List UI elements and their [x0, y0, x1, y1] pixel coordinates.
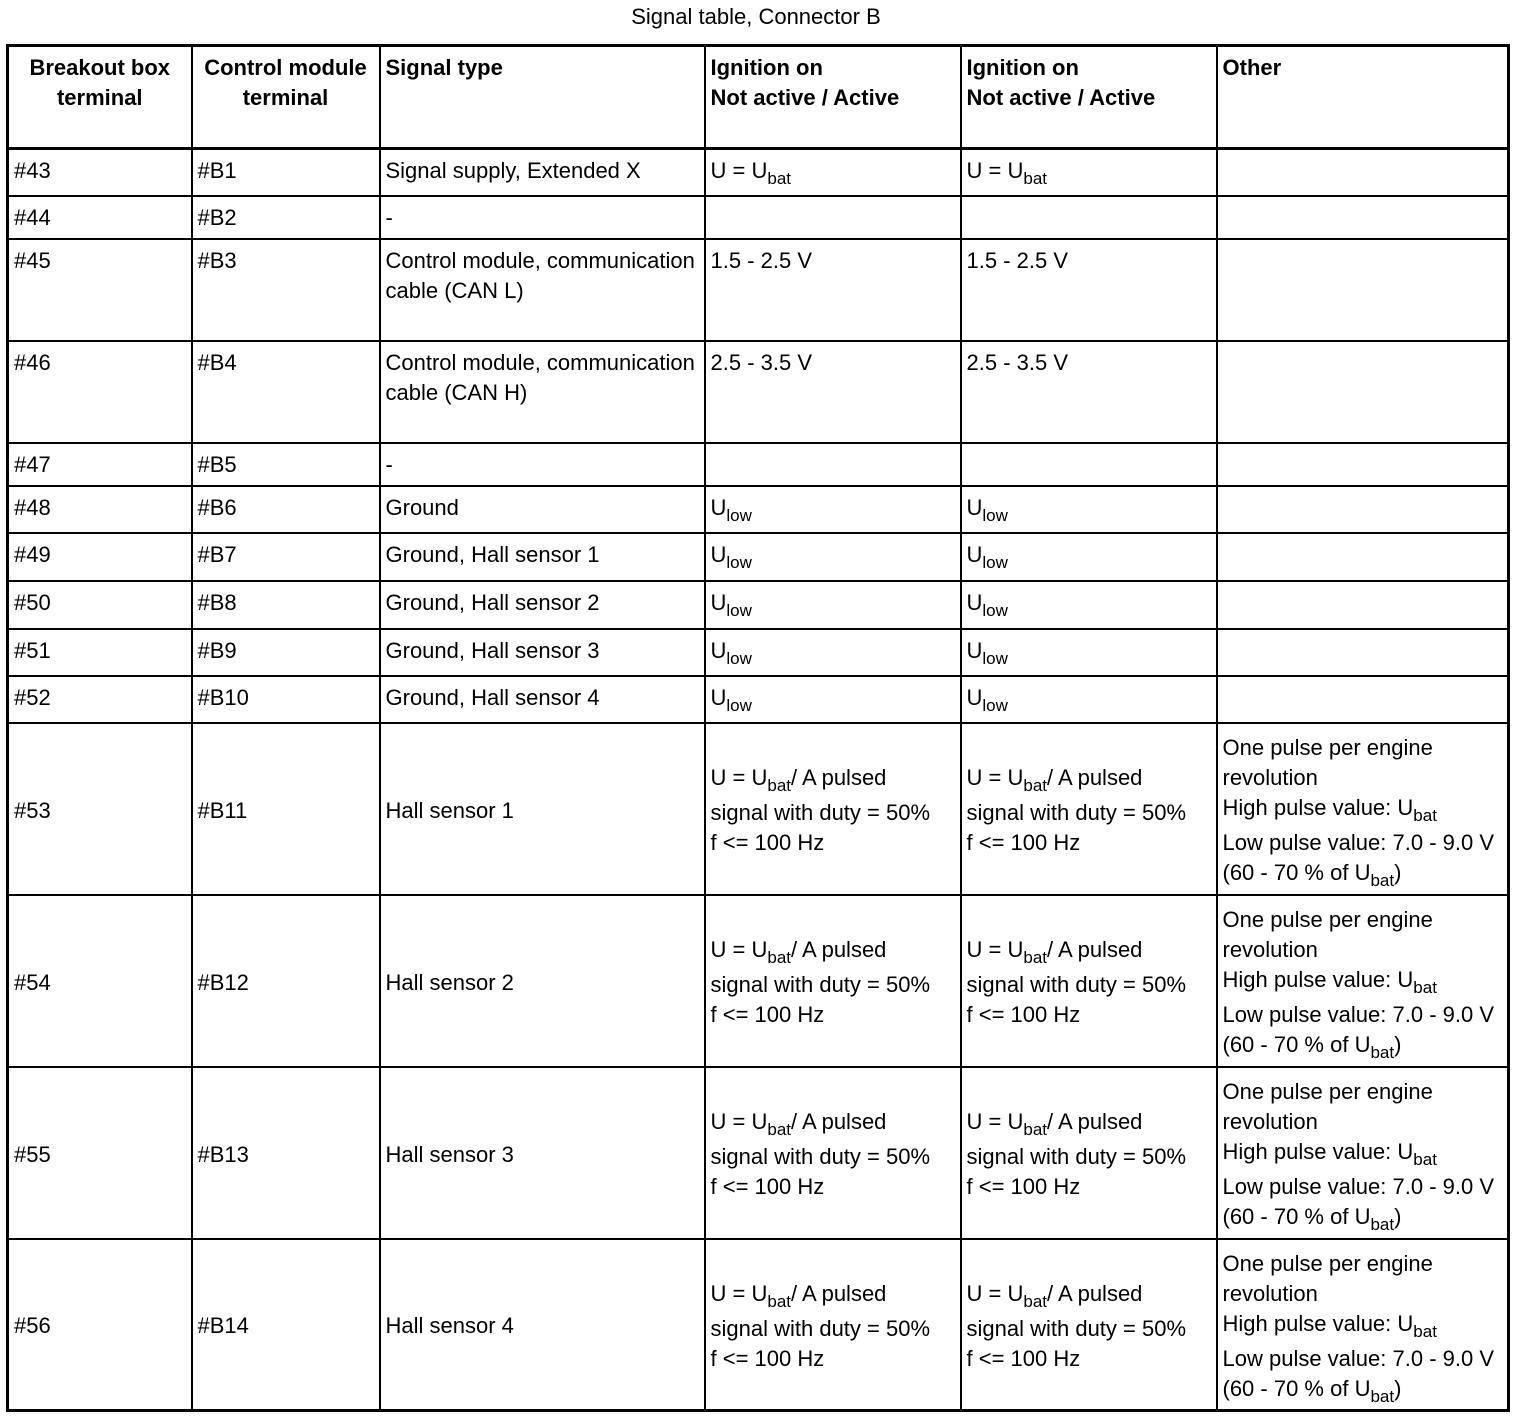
- breakout-cell: #48: [8, 486, 192, 533]
- table-row: [8, 239, 1509, 341]
- signal-cell: -: [380, 196, 705, 239]
- signal-cell: Hall sensor 3: [380, 1067, 705, 1239]
- other-cell: [1217, 341, 1509, 443]
- control-cell: #B14: [192, 1239, 380, 1411]
- header-ign1-line1: Ignition on: [710, 55, 823, 80]
- other-cell: One pulse per engine revolution High pulse value: $U_{bat}$ Low pulse value: 7.0 - 9.0 V (60 - 70 % of $U_{bat}$): [1217, 895, 1509, 1067]
- table-row: [8, 443, 1509, 486]
- breakout-cell: #46: [8, 341, 192, 443]
- other-cell: [1217, 629, 1509, 676]
- signal-table: [6, 44, 1510, 1412]
- signal-cell: Ground, Hall sensor 3: [380, 629, 705, 676]
- control-cell: #B10: [192, 676, 380, 723]
- ign2-cell: 1.5 - 2.5 V: [961, 239, 1217, 341]
- breakout-cell: #53: [8, 723, 192, 895]
- signal-cell: Ground, Hall sensor 1: [380, 533, 705, 581]
- control-cell: #B8: [192, 581, 380, 629]
- signal-cell: Control module, communication cable (CAN L): [380, 239, 705, 341]
- other-cell: [1217, 149, 1509, 196]
- header-ignition-on-1: [705, 46, 961, 149]
- table-row: [8, 149, 1509, 196]
- control-cell: #B5: [192, 443, 380, 486]
- ign1-cell: 2.5 - 3.5 V: [705, 341, 961, 443]
- ign2-cell: $U_{low}$: [961, 581, 1217, 629]
- ign2-cell: 2.5 - 3.5 V: [961, 341, 1217, 443]
- breakout-cell: #44: [8, 196, 192, 239]
- header-other: Other: [1217, 46, 1509, 149]
- ign1-cell: $U = U_{bat}/$ A pulsed signal with duty = 50% f <= 100 Hz: [705, 1239, 961, 1411]
- signal-cell: Signal supply, Extended X: [380, 149, 705, 196]
- control-cell: #B6: [192, 486, 380, 533]
- signal-cell: Hall sensor 4: [380, 1239, 705, 1411]
- other-cell: [1217, 443, 1509, 486]
- control-cell: #B4: [192, 341, 380, 443]
- breakout-cell: #50: [8, 581, 192, 629]
- table-row: [8, 486, 1509, 533]
- ign1-cell: $U = U_{bat}$: [705, 149, 961, 196]
- ign2-cell: $U = U_{bat}/$ A pulsed signal with duty = 50% f <= 100 Hz: [961, 723, 1217, 895]
- ign2-cell: $U = U_{bat}/$ A pulsed signal with duty = 50% f <= 100 Hz: [961, 1067, 1217, 1239]
- table-row: [8, 676, 1509, 723]
- other-cell: [1217, 196, 1509, 239]
- other-cell: [1217, 239, 1509, 341]
- control-cell: #B1: [192, 149, 380, 196]
- header-ign1-line2: Not active / Active: [710, 85, 900, 110]
- ign2-cell: $U = U_{bat}/$ A pulsed signal with duty = 50% f <= 100 Hz: [961, 895, 1217, 1067]
- signal-cell: -: [380, 443, 705, 486]
- table-row: [8, 581, 1509, 629]
- signal-cell: Hall sensor 2: [380, 895, 705, 1067]
- signal-cell: Ground, Hall sensor 2: [380, 581, 705, 629]
- signal-cell: Ground, Hall sensor 4: [380, 676, 705, 723]
- header-ignition-on-2: [961, 46, 1217, 149]
- table-row: [8, 196, 1509, 239]
- signal-cell: Hall sensor 1: [380, 723, 705, 895]
- control-cell: #B3: [192, 239, 380, 341]
- ign1-cell: $U_{low}$: [705, 676, 961, 723]
- ign2-cell: $U_{low}$: [961, 533, 1217, 581]
- ign1-cell: $U_{low}$: [705, 486, 961, 533]
- control-cell: #B13: [192, 1067, 380, 1239]
- ign1-cell: 1.5 - 2.5 V: [705, 239, 961, 341]
- control-cell: #B11: [192, 723, 380, 895]
- control-cell: #B12: [192, 895, 380, 1067]
- other-cell: [1217, 486, 1509, 533]
- ign2-cell: $U_{low}$: [961, 486, 1217, 533]
- signal-cell: Control module, communication cable (CAN H): [380, 341, 705, 443]
- breakout-cell: #56: [8, 1239, 192, 1411]
- control-cell: #B9: [192, 629, 380, 676]
- breakout-cell: #49: [8, 533, 192, 581]
- table-title: Signal table, Connector B: [631, 4, 881, 29]
- control-cell: #B2: [192, 196, 380, 239]
- header-signal-type: Signal type: [380, 46, 705, 149]
- breakout-cell: #51: [8, 629, 192, 676]
- header-control-module-terminal: Control module terminal: [192, 46, 380, 149]
- ign2-cell: $U = U_{bat}/$ A pulsed signal with duty = 50% f <= 100 Hz: [961, 1239, 1217, 1411]
- breakout-cell: #47: [8, 443, 192, 486]
- table-row: [8, 1067, 1509, 1239]
- ign2-cell: $U_{low}$: [961, 629, 1217, 676]
- table-row: [8, 1239, 1509, 1411]
- breakout-cell: #54: [8, 895, 192, 1067]
- other-cell: One pulse per engine revolution High pulse value: $U_{bat}$ Low pulse value: 7.0 - 9.0 V (60 - 70 % of $U_{bat}$): [1217, 1239, 1509, 1411]
- header-row: [8, 46, 1509, 149]
- ign1-cell: $U_{low}$: [705, 629, 961, 676]
- ign2-cell: [961, 196, 1217, 239]
- control-cell: #B7: [192, 533, 380, 581]
- other-cell: [1217, 676, 1509, 723]
- ign1-cell: $U_{low}$: [705, 581, 961, 629]
- signal-cell: Ground: [380, 486, 705, 533]
- breakout-cell: #45: [8, 239, 192, 341]
- breakout-cell: #43: [8, 149, 192, 196]
- other-cell: One pulse per engine revolution High pulse value: $U_{bat}$ Low pulse value: 7.0 - 9.0 V (60 - 70 % of $U_{bat}$): [1217, 723, 1509, 895]
- ign2-cell: $U = U_{bat}$: [961, 149, 1217, 196]
- header-ign2-line2: Not active / Active: [966, 85, 1156, 110]
- ign2-cell: [961, 443, 1217, 486]
- other-cell: One pulse per engine revolution High pulse value: $U_{bat}$ Low pulse value: 7.0 - 9.0 V (60 - 70 % of $U_{bat}$): [1217, 1067, 1509, 1239]
- ign1-cell: $U_{low}$: [705, 533, 961, 581]
- breakout-cell: #52: [8, 676, 192, 723]
- table-row: [8, 341, 1509, 443]
- other-cell: [1217, 533, 1509, 581]
- table-row: [8, 533, 1509, 581]
- table-row: [8, 723, 1509, 895]
- other-cell: [1217, 581, 1509, 629]
- ign1-cell: [705, 443, 961, 486]
- ign1-cell: $U = U_{bat}/$ A pulsed signal with duty = 50% f <= 100 Hz: [705, 895, 961, 1067]
- table-row: [8, 629, 1509, 676]
- ign1-cell: $U = U_{bat}/$ A pulsed signal with duty = 50% f <= 100 Hz: [705, 1067, 961, 1239]
- header-breakout-terminal: Breakout box terminal: [8, 46, 192, 149]
- header-ign2-line1: Ignition on: [966, 55, 1079, 80]
- ign1-cell: [705, 196, 961, 239]
- ign1-cell: $U = U_{bat}/$ A pulsed signal with duty = 50% f <= 100 Hz: [705, 723, 961, 895]
- ign2-cell: $U_{low}$: [961, 676, 1217, 723]
- breakout-cell: #55: [8, 1067, 192, 1239]
- table-row: [8, 895, 1509, 1067]
